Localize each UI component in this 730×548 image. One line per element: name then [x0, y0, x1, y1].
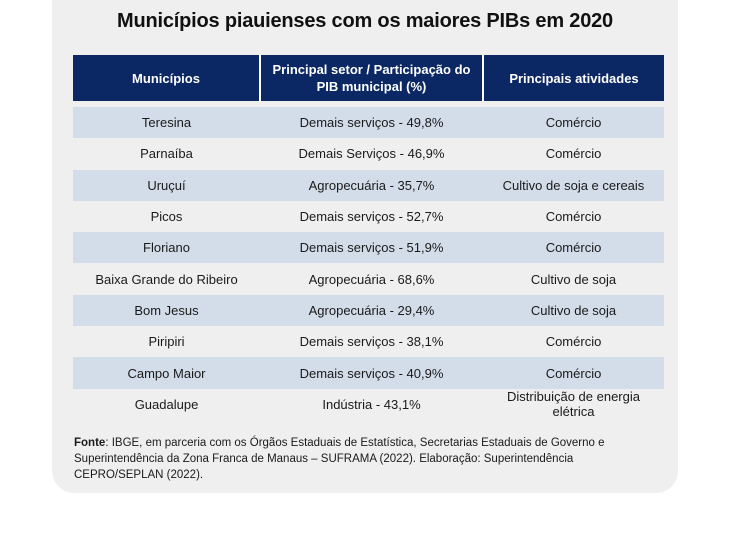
header-principal-setor: Principal setor / Participação do PIB municipal (%) — [260, 55, 483, 101]
cell-municipio: Parnaíba — [140, 146, 193, 162]
cell-atividade: Comércio — [483, 107, 664, 138]
cell-municipio: Guadalupe — [134, 396, 199, 412]
cell-municipio: Picos — [150, 209, 183, 225]
table-row — [73, 138, 664, 169]
table-row — [73, 263, 664, 294]
page-title: Municípios piauienses com os maiores PIBs em 2020 — [117, 10, 613, 32]
cell-setor: Demais serviços - 49,8% — [260, 107, 483, 138]
cell-atividade: Comércio — [483, 357, 664, 388]
cell-setor: Agropecuária - 68,6% — [308, 271, 435, 287]
cell-setor: Agropecuária - 35,7% — [260, 170, 483, 201]
cell-atividade: Comércio — [545, 334, 602, 350]
source-text: : IBGE, em parceria com os Órgãos Estaduais de Estatística, Secretarias Estaduais de Governo e Superintendência da Zona Franca de Manaus – SUFRAMA (2022). Elaboração: Superintendência CEPRO/SEPLAN (2022). — [74, 437, 605, 481]
cell-setor: Demais Serviços - 46,9% — [298, 146, 445, 162]
header-municipios: Municípios — [73, 55, 260, 101]
cell-municipio: Floriano — [73, 232, 260, 263]
table-row — [73, 232, 664, 263]
cell-atividade: Comércio — [545, 209, 602, 225]
table-row — [73, 326, 664, 357]
cell-municipio: Teresina — [73, 107, 260, 138]
gdp-table — [73, 55, 664, 420]
table-row — [73, 389, 664, 420]
cell-atividade: Comércio — [545, 146, 602, 162]
table-row — [73, 357, 664, 388]
cell-municipio: Baixa Grande do Ribeiro — [95, 271, 238, 287]
cell-setor: Agropecuária - 29,4% — [260, 295, 483, 326]
cell-atividade: Cultivo de soja — [483, 295, 664, 326]
cell-municipio: Piripiri — [148, 334, 185, 350]
cell-municipio: Uruçuí — [73, 170, 260, 201]
cell-atividade: Distribuição de energia elétrica — [507, 389, 640, 420]
cell-setor: Demais serviços - 51,9% — [260, 232, 483, 263]
table-row — [73, 295, 664, 326]
cell-atividade: Cultivo de soja — [530, 271, 617, 287]
table-row — [73, 170, 664, 201]
cell-setor: Indústria - 43,1% — [322, 396, 421, 412]
cell-atividade: Comércio — [483, 232, 664, 263]
table-header-row — [73, 55, 664, 101]
cell-atividade: Cultivo de soja e cereais — [483, 170, 664, 201]
source-note — [74, 435, 664, 483]
cell-municipio: Campo Maior — [73, 357, 260, 388]
cell-setor: Demais serviços - 52,7% — [299, 209, 444, 225]
cell-setor: Demais serviços - 38,1% — [299, 334, 444, 350]
source-label: Fonte — [74, 437, 106, 449]
header-principais-atividades: Principais atividades — [483, 55, 664, 101]
cell-setor: Demais serviços - 40,9% — [260, 357, 483, 388]
table-row — [73, 107, 664, 138]
table-row — [73, 201, 664, 232]
cell-municipio: Bom Jesus — [73, 295, 260, 326]
